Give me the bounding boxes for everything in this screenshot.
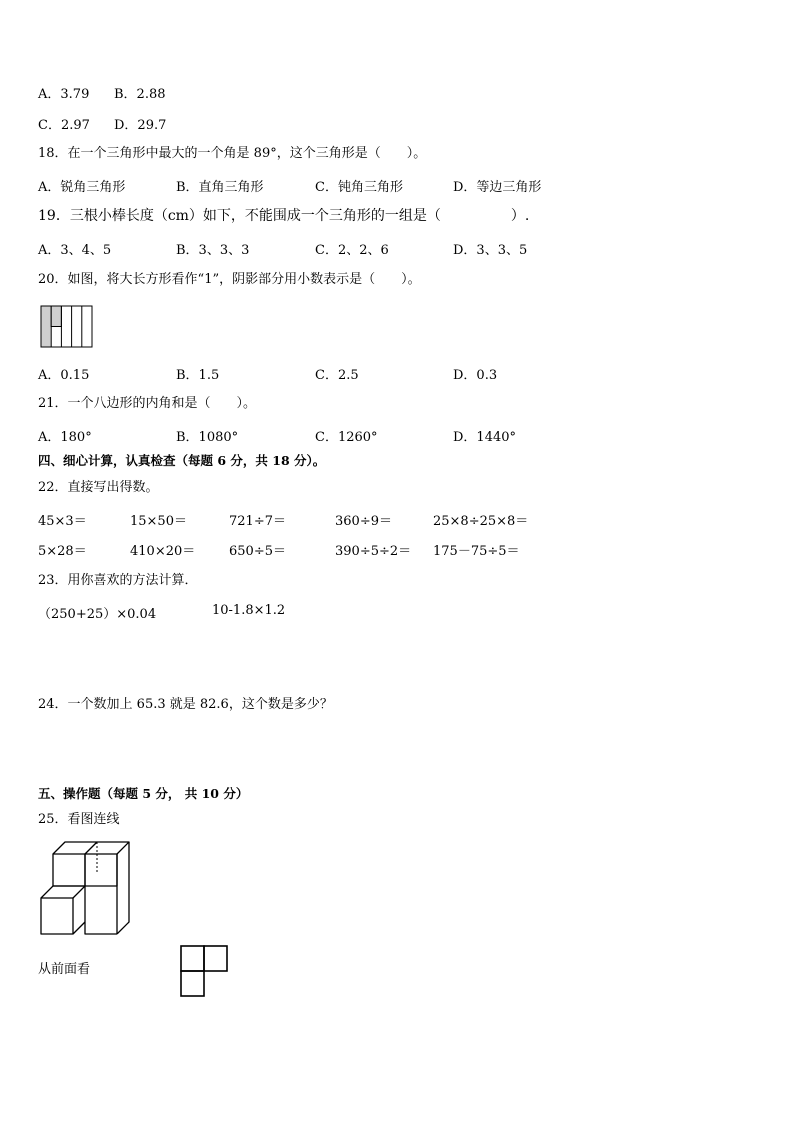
q18-stem: 18．在一个三角形中最大的一个角是 89°，这个三角形是（ ）。 — [38, 146, 427, 161]
q17-option-a: A．3.79 — [38, 87, 90, 102]
q22-item: 360÷9＝ — [335, 514, 392, 529]
q22-stem: 22．直接写出得数。 — [38, 480, 159, 495]
q20-option-b: B．1.5 — [176, 368, 220, 383]
rectangle-shading-figure — [40, 305, 94, 349]
section-4-title: 四、细心计算，认真检查（每题 6 分，共 18 分）。 — [38, 453, 326, 468]
q23-expression-2: 10-1.8×1.2 — [212, 603, 286, 618]
q22-item: 15×50＝ — [130, 514, 187, 529]
q24-stem: 24．一个数加上 65.3 就是 82.6，这个数是多少？ — [38, 697, 333, 712]
front-view-label: 从前面看 — [38, 962, 91, 977]
q22-item: 650÷5＝ — [229, 544, 286, 559]
q22-item: 25×8÷25×8＝ — [433, 514, 529, 529]
q23-stem: 23．用你喜欢的方法计算． — [38, 573, 198, 588]
q18-option-a: A．锐角三角形 — [38, 180, 126, 195]
q18-option-b: B．直角三角形 — [176, 180, 264, 195]
q20-option-a: A．0.15 — [38, 368, 90, 383]
q19-option-b: B．3、3、3 — [176, 243, 250, 258]
q20-stem: 20．如图，将大长方形看作“1”，阴影部分用小数表示是（ ）。 — [38, 272, 421, 287]
q20-option-d: D．0.3 — [453, 368, 498, 383]
q23-expression-1: （250+25）×0.04 — [38, 607, 157, 622]
q21-option-b: B．1080° — [176, 430, 239, 445]
q22-item: 410×20＝ — [130, 544, 196, 559]
q17-option-b: B．2.88 — [114, 87, 166, 102]
q21-option-c: C．1260° — [315, 430, 378, 445]
q19-stem: 19．三根小棒长度（cm）如下，不能围成一个三角形的一组是（ ）. — [38, 208, 530, 224]
q18-option-d: D．等边三角形 — [453, 180, 542, 195]
q22-item: 45×3＝ — [38, 514, 87, 529]
q18-option-c: C．钝角三角形 — [315, 180, 403, 195]
q22-item: 5×28＝ — [38, 544, 87, 559]
q19-option-c: C．2、2、6 — [315, 243, 389, 258]
q17-option-d: D．29.7 — [114, 118, 167, 133]
q20-option-c: C．2.5 — [315, 368, 359, 383]
q22-item: 390÷5÷2＝ — [335, 544, 412, 559]
q21-option-d: D．1440° — [453, 430, 517, 445]
q21-stem: 21．一个八边形的内角和是（ ）。 — [38, 396, 257, 411]
q22-item: 721÷7＝ — [229, 514, 286, 529]
q22-item: 175－75÷5＝ — [433, 544, 520, 559]
front-view-shape — [179, 944, 229, 998]
q21-option-a: A．180° — [38, 430, 92, 445]
q25-stem: 25．看图连线 — [38, 812, 120, 827]
section-5-title: 五、操作题（每题 5 分， 共 10 分） — [38, 786, 249, 801]
cube-stack-figure — [38, 838, 132, 936]
q17-option-c: C．2.97 — [38, 118, 90, 133]
q19-option-a: A．3、4、5 — [38, 243, 112, 258]
q19-option-d: D．3、3、5 — [453, 243, 528, 258]
